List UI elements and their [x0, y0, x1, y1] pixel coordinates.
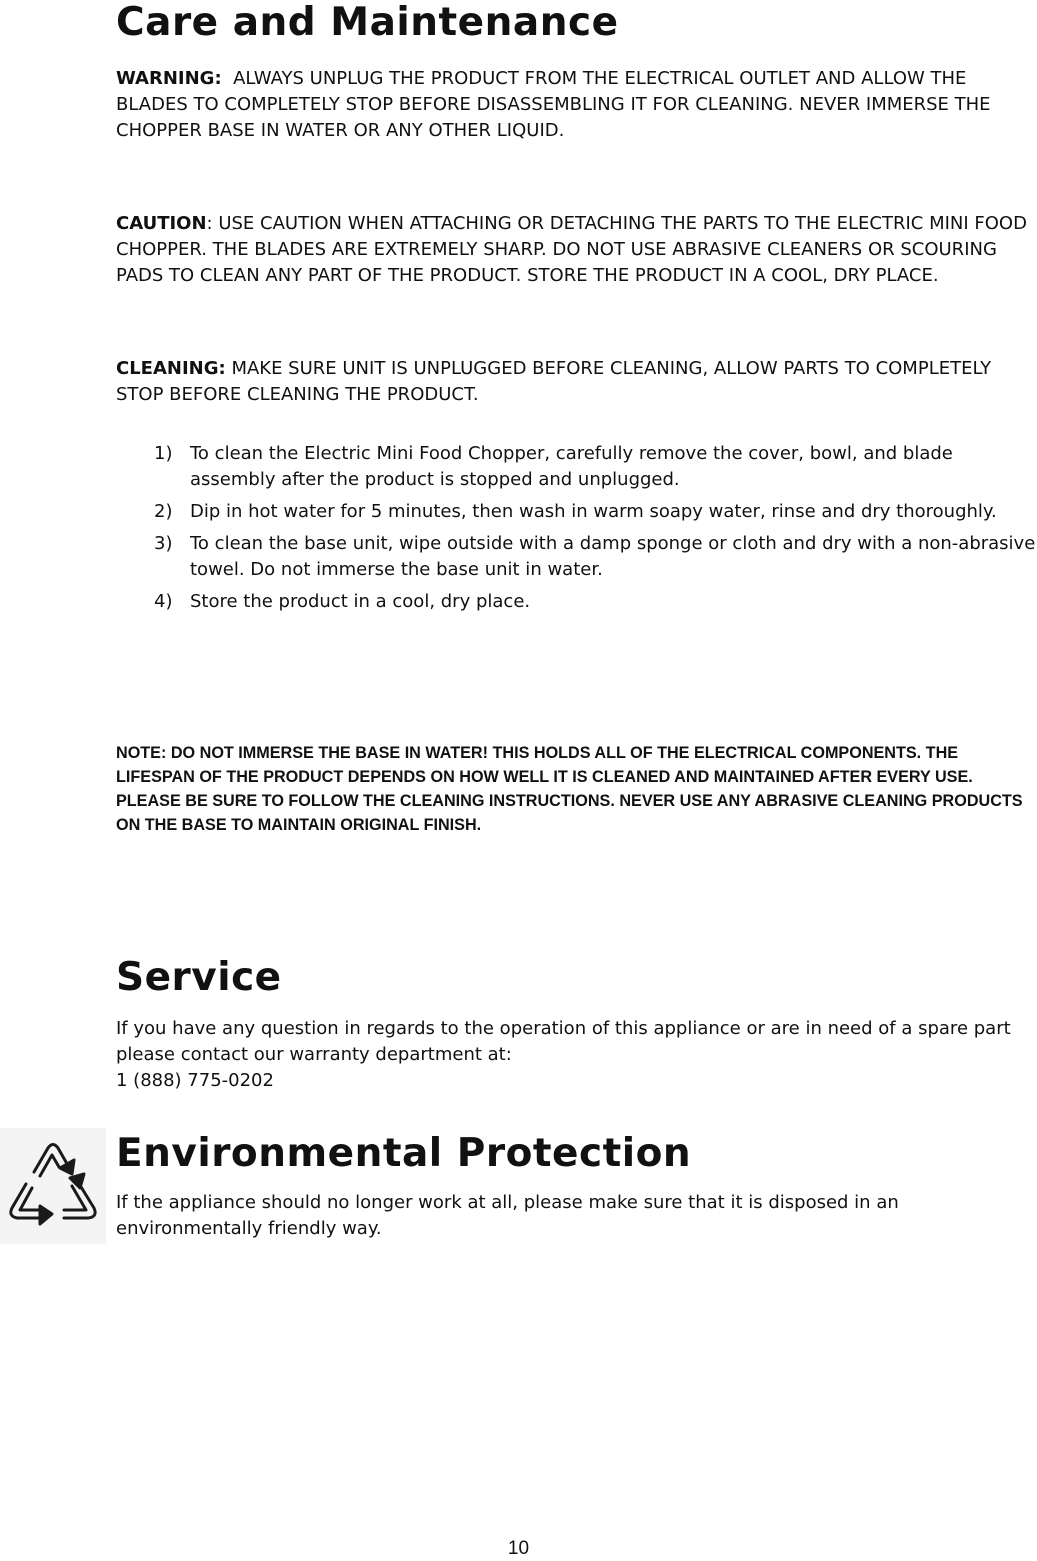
- service-phone: 1 (888) 775-0202: [116, 1070, 274, 1091]
- step-text: Dip in hot water for 5 minutes, then wash in warm soapy water, rinse and dry thoroughly.: [190, 501, 997, 522]
- step-number: 2): [154, 501, 173, 522]
- note-paragraph: NOTE: DO NOT IMMERSE THE BASE IN WATER! THIS HOLDS ALL OF THE ELECTRICAL COMPONENTS. THE LIFESPAN OF THE PRODUCT DEPENDS ON HOW WELL IT IS CLEANED AND MAINTAINED AFTER EVERY USE. PLEASE BE SURE TO FOLLOW THE CLEANING INSTRUCTIONS. NEVER USE ANY ABRASIVE CLEANING PRODUCTS ON THE BASE TO MAINTAIN ORIGINAL FINISH.: [116, 744, 1023, 834]
- warning-label: WARNING:: [116, 68, 222, 89]
- step-number: 3): [154, 533, 173, 554]
- environmental-text: If the appliance should no longer work at all, please make sure that it is disposed in an environmentally friendly way.: [116, 1192, 899, 1239]
- step-text: To clean the Electric Mini Food Chopper, carefully remove the cover, bowl, and blade assembly after the product is stopped and unplugged.: [190, 443, 953, 490]
- step-number: 4): [154, 591, 173, 612]
- caution-paragraph: [116, 211, 1031, 289]
- list-item: [154, 441, 1036, 493]
- recycle-icon-graphic: [0, 1128, 106, 1244]
- warning-paragraph: [116, 66, 1031, 144]
- page-number: 10: [507, 1538, 530, 1559]
- environmental-protection-heading: Environmental Protection: [116, 1131, 692, 1176]
- recycle-icon: [0, 1128, 106, 1244]
- service-heading: Service: [116, 955, 282, 1000]
- cleaning-steps-list: [154, 441, 1036, 621]
- caution-label: CAUTION: [116, 213, 207, 234]
- cleaning-text: MAKE SURE UNIT IS UNPLUGGED BEFORE CLEANING, ALLOW PARTS TO COMPLETELY STOP BEFORE CLEANING THE PRODUCT.: [116, 358, 997, 405]
- step-text: To clean the base unit, wipe outside with a damp sponge or cloth and dry with a non-abrasive towel. Do not immerse the base unit in water.: [190, 533, 1036, 580]
- warning-text: ALWAYS UNPLUG THE PRODUCT FROM THE ELECTRICAL OUTLET AND ALLOW THE BLADES TO COMPLETELY STOP BEFORE DISASSEMBLING IT FOR CLEANING. NEVER IMMERSE THE CHOPPER BASE IN WATER OR ANY OTHER LIQUID.: [116, 68, 997, 141]
- service-text: If you have any question in regards to the operation of this appliance or are in need of a spare part please contact our warranty department at:: [116, 1018, 1011, 1065]
- step-text: Store the product in a cool, dry place.: [190, 591, 531, 612]
- list-item: [154, 499, 1036, 525]
- list-item: [154, 531, 1036, 583]
- caution-text: : USE CAUTION WHEN ATTACHING OR DETACHING THE PARTS TO THE ELECTRIC MINI FOOD CHOPPER. THE BLADES ARE EXTREMELY SHARP. DO NOT USE ABRASIVE CLEANERS OR SCOURING PADS TO CLEAN ANY PART OF THE PRODUCT. STORE THE PRODUCT IN A COOL, DRY PLACE.: [116, 213, 1027, 286]
- list-item: [154, 589, 1036, 615]
- step-number: 1): [154, 443, 173, 464]
- care-maintenance-heading: Care and Maintenance: [116, 0, 619, 45]
- cleaning-paragraph: [116, 356, 1031, 408]
- cleaning-label: CLEANING:: [116, 358, 226, 379]
